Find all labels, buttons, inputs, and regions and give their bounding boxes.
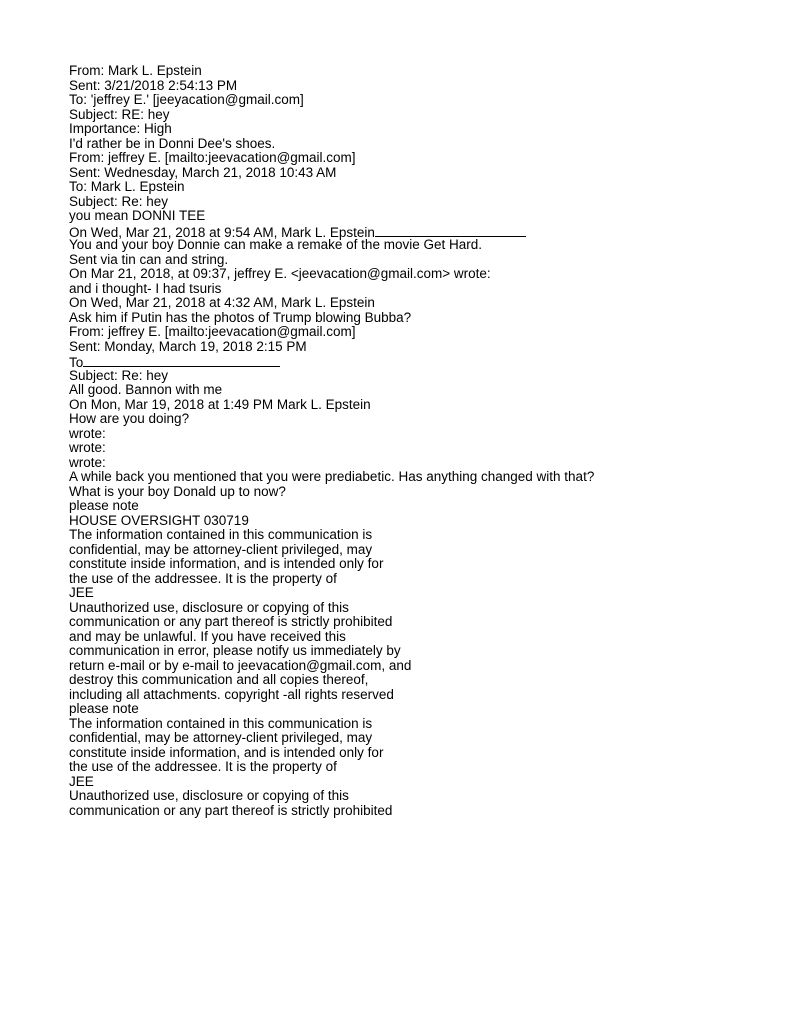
disclaimer-line: destroy this communication and all copies thereof, [69, 672, 369, 687]
reply-attribution: On Mar 21, 2018, at 09:37, jeffrey E. <jeevacation@gmail.com> wrote: [69, 266, 491, 281]
body-line: How are you doing? [69, 411, 190, 426]
body-line: wrote: [69, 425, 106, 441]
redaction-line [375, 224, 526, 237]
bates-number: HOUSE OVERSIGHT 030719 [69, 512, 249, 528]
quoted-from: From: jeffrey E. [mailto:jeevacation@gmail.com] [69, 324, 356, 339]
body-line: you mean DONNI TEE [69, 208, 206, 223]
redaction-line [83, 354, 280, 367]
quoted-to [69, 354, 769, 369]
disclaimer-line: and may be unlawful. If you have received this [69, 628, 346, 644]
disclaimer-line: please note [69, 701, 139, 716]
body-line: What is your boy Donald up to now? [69, 483, 286, 499]
header-from: From: Mark L. Epstein [69, 63, 202, 78]
body-line: wrote: [69, 454, 106, 470]
header-to: To: 'jeffrey E.' [jeeyacation@gmail.com] [69, 92, 304, 107]
disclaimer-line: including all attachments. copyright -all rights reserved [69, 686, 394, 702]
disclaimer-line: constitute inside information, and is intended only for [69, 744, 384, 760]
disclaimer-line: The information contained in this communication is [69, 715, 373, 731]
disclaimer-line: JEE [69, 585, 94, 600]
disclaimer-line: Unauthorized use, disclosure or copying of this [69, 599, 349, 615]
disclaimer-line: JEE [69, 773, 94, 789]
header-subject: Subject: RE: hey [69, 106, 170, 122]
header-importance: Importance: High [69, 121, 172, 136]
header-sent: Sent: 3/21/2018 2:54:13 PM [69, 77, 238, 93]
disclaimer-line: communication or any part thereof is strictly prohibited [69, 802, 393, 818]
disclaimer-line: The information contained in this communication is [69, 527, 373, 542]
quoted-to: To: Mark L. Epstein [69, 179, 185, 194]
disclaimer-line: the use of the addressee. It is the property of [69, 759, 337, 774]
body-line: Ask him if Putin has the photos of Trump blowing Bubba? [69, 309, 412, 325]
body-line: A while back you mentioned that you were prediabetic. Has anything changed with that? [69, 469, 595, 484]
disclaimer-line: return e-mail or by e-mail to jeevacation@gmail.com, and [69, 657, 412, 673]
quoted-sent: Sent: Wednesday, March 21, 2018 10:43 AM [69, 164, 337, 180]
body-line: wrote: [69, 440, 106, 455]
disclaimer-line: constitute inside information, and is intended only for [69, 556, 384, 571]
body-line: and i thought- I had tsuris [69, 280, 222, 296]
disclaimer-line: communication in error, please notify us immediately by [69, 643, 401, 658]
quoted-from: From: jeffrey E. [mailto:jeevacation@gmail.com] [69, 150, 356, 165]
quoted-sent: Sent: Monday, March 19, 2018 2:15 PM [69, 338, 307, 354]
reply-attribution: On Mon, Mar 19, 2018 at 1:49 PM Mark L. Epstein [69, 396, 371, 412]
body-line: I'd rather be in Donni Dee's shoes. [69, 135, 276, 151]
body-line: please note [69, 498, 139, 513]
quoted-to-label: To [69, 355, 84, 370]
body-line: All good. Bannon with me [69, 382, 223, 397]
quoted-subject: Subject: Re: hey [69, 193, 169, 209]
body-line: Sent via tin can and string. [69, 251, 229, 267]
disclaimer-line: the use of the addressee. It is the property of [69, 570, 337, 586]
reply-attribution [69, 224, 769, 239]
body-line: You and your boy Donnie can make a remake of the movie Get Hard. [69, 237, 482, 252]
disclaimer-line: communication or any part thereof is strictly prohibited [69, 614, 393, 629]
quoted-subject: Subject: Re: hey [69, 367, 169, 383]
email-document [69, 64, 769, 818]
disclaimer-line: confidential, may be attorney-client privileged, may [69, 730, 373, 745]
disclaimer-line: confidential, may be attorney-client privileged, may [69, 541, 373, 557]
disclaimer-line: Unauthorized use, disclosure or copying of this [69, 788, 349, 803]
reply-attribution: On Wed, Mar 21, 2018 at 4:32 AM, Mark L. Epstein [69, 295, 375, 310]
reply-attribution-text: On Wed, Mar 21, 2018 at 9:54 AM, Mark L. Epstein [69, 224, 375, 240]
